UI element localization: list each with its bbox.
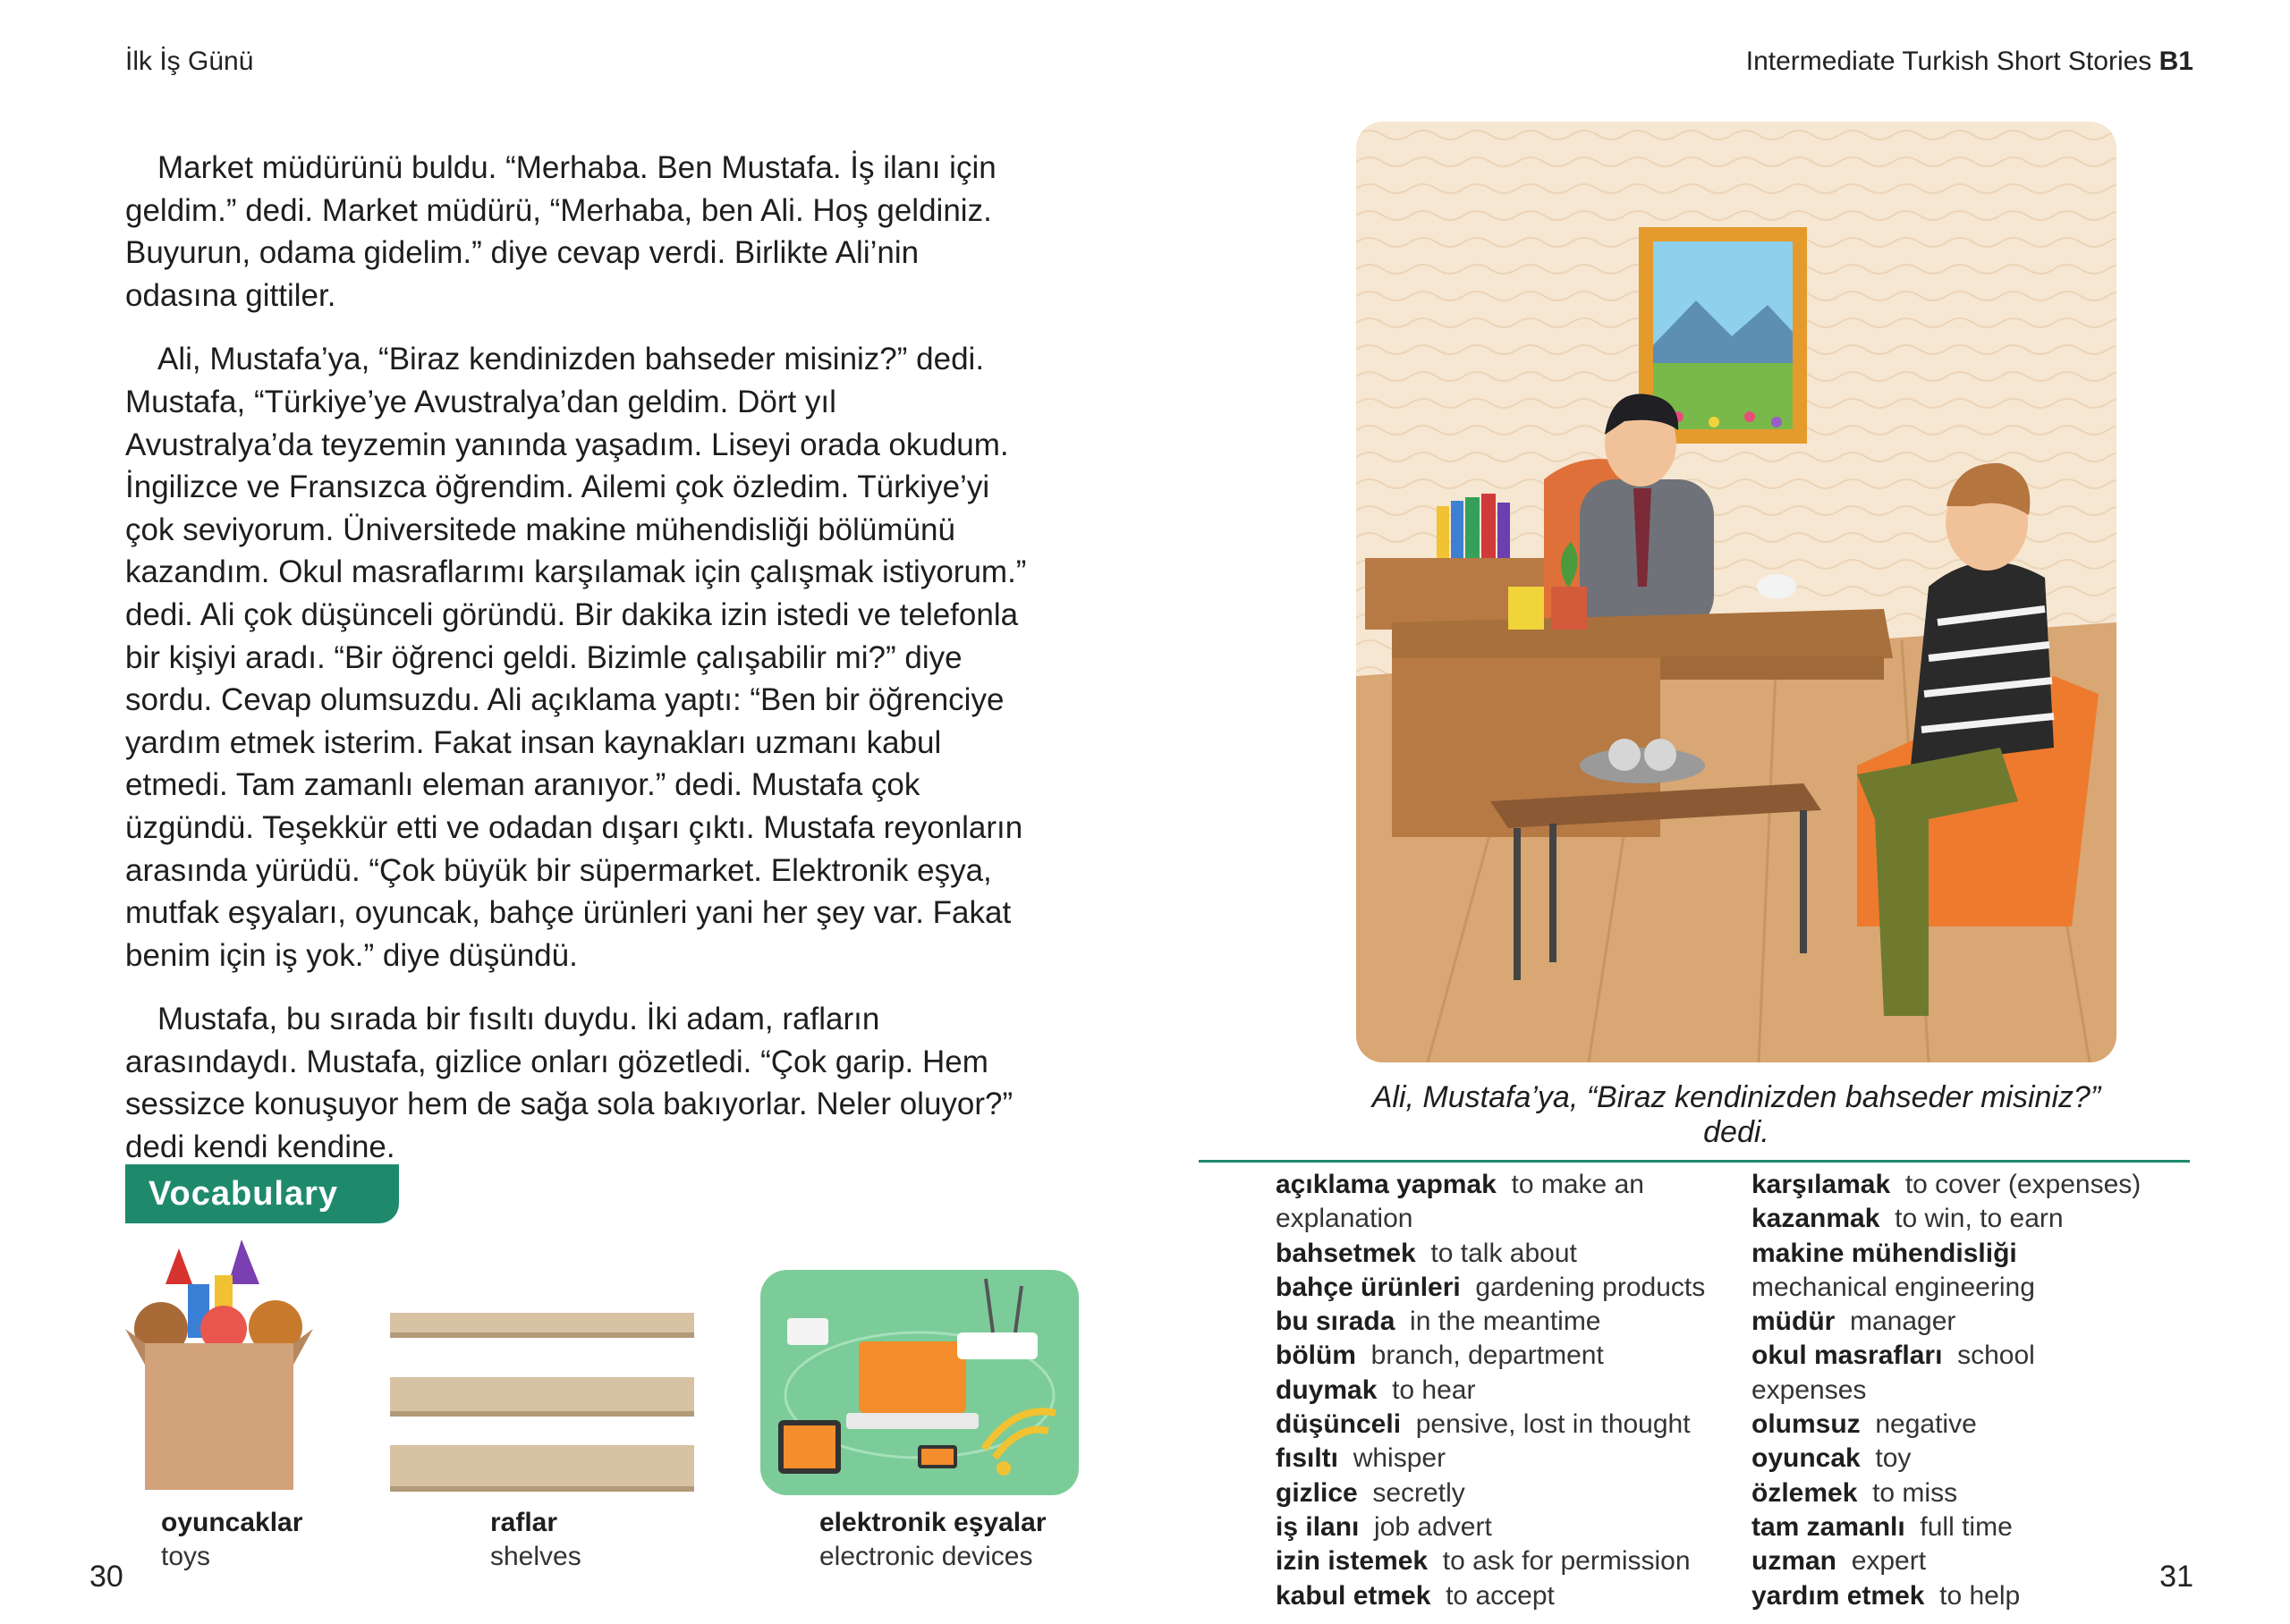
shelves-icon [390, 1306, 703, 1493]
vocab-term: kazanmak [1751, 1204, 1880, 1234]
vocab-definition: toy [1875, 1443, 1912, 1474]
illustration-scene [1356, 122, 2116, 1062]
vocabulary-list-column-1 [1276, 1168, 1723, 1613]
vocab-entry [1276, 1408, 1723, 1442]
vocab-term: tam zamanlı [1751, 1511, 1905, 1542]
illustration-caption: Ali, Mustafa’ya, “Biraz kendinizden bahseder misiniz?” dedi. [1371, 1080, 2101, 1149]
thumb-label-electronics [819, 1506, 1047, 1574]
thumb-term: elektronik eşyalar [819, 1508, 1047, 1537]
vocab-entry [1276, 1271, 1723, 1305]
vocab-entry [1751, 1237, 2145, 1306]
vocab-entry [1751, 1202, 2145, 1236]
vocabulary-list-column-2 [1751, 1168, 2145, 1613]
vocab-definition: to help [1939, 1580, 2021, 1611]
vocab-definition: gardening products [1475, 1272, 1706, 1302]
vocab-term: yardım etmek [1751, 1580, 1925, 1611]
vocab-definition: pensive, lost in thought [1415, 1409, 1691, 1440]
thumb-translation: toys [161, 1542, 211, 1571]
vocab-definition: full time [1920, 1511, 2013, 1542]
vocab-definition: to accept [1446, 1580, 1555, 1611]
level-badge: B1 [2159, 47, 2193, 76]
vocab-definition: to ask for permission [1442, 1546, 1691, 1577]
page-number-right: 31 [2159, 1560, 2193, 1594]
vocab-entry [1276, 1374, 1723, 1408]
vocab-definition: to make an explanation [1276, 1170, 1644, 1234]
vocab-term: oyuncak [1751, 1443, 1861, 1474]
thumb-label-toys [161, 1506, 302, 1574]
vocab-term: kabul etmek [1276, 1580, 1431, 1611]
vocab-definition: to miss [1872, 1477, 1958, 1508]
vocab-definition: to cover (expenses) [1904, 1170, 2142, 1199]
vocab-definition: to talk about [1430, 1238, 1577, 1268]
vocab-entry [1276, 1237, 1723, 1271]
vocab-entry [1751, 1510, 2145, 1544]
vocab-entry [1751, 1544, 2145, 1578]
vocab-entry [1751, 1408, 2145, 1442]
vocab-definition: manager [1850, 1307, 1956, 1337]
vocab-entry [1276, 1305, 1723, 1339]
vocab-entry [1751, 1168, 2145, 1202]
vocab-entry [1276, 1510, 1723, 1544]
vocab-term: düşünceli [1276, 1409, 1402, 1440]
vocab-entry [1751, 1579, 2145, 1613]
shelves-picture [390, 1306, 703, 1493]
vocab-term: özlemek [1751, 1477, 1858, 1508]
vocab-term: bu sırada [1276, 1307, 1395, 1337]
story-paragraph: Ali, Mustafa’ya, “Biraz kendinizden bahseder misiniz?” dedi. Mustafa, “Türkiye’ye Avustralya’dan geldim. Dört yıl Avustralya’da teyzemin yanında yaşadım. Liseyi orada okudum. İngilizce ve Fransızca öğrendim. Ailemi çok özledim. Türkiye’yi çok seviyorum. Üniversitede makine mühendisliği bölümünü kazandım. Okul masraflarımı karşılamak için çalışmak istiyorum.” dedi. Ali çok düşünceli göründü. Bir dakika izin istedi ve telefonla bir kişiyi aradı. “Bir öğrenci geldi. Bizimle çalışabilir mi?” diye sordu. Cevap olumsuzdu. Ali açıklama yaptı: “Ben bir öğrenciye yardım etmek isterim. Fakat insan kaynakları uzmanı kabul etmedi. Tam zamanlı eleman aranıyor.” dedi. Mustafa çok üzgündü. Teşekkür etti ve odadan dışarı çıktı. Mustafa reyonların arasında yürüdü. “Çok büyük bir süpermarket. Elektronik eşya, mutfak eşyaları, oyuncak, bahçe ürünleri yani her şey var. Fakat benim için iş yok.” diye düşündü. [125, 342, 1027, 973]
page-number-left: 30 [89, 1560, 123, 1594]
thumb-label-shelves [490, 1506, 581, 1574]
vocab-definition: in the meantime [1410, 1307, 1601, 1337]
vocab-definition: school expenses [1751, 1341, 2035, 1405]
thumb-term: raflar [490, 1508, 558, 1537]
vocab-entry [1276, 1442, 1723, 1476]
vocabulary-divider [1199, 1160, 2190, 1163]
toy-box-icon [125, 1231, 313, 1499]
vocabulary-heading: Vocabulary [125, 1164, 399, 1223]
vocab-term: okul masrafları [1751, 1341, 1943, 1371]
vocab-term: bölüm [1276, 1341, 1356, 1371]
running-header-left: İlk İş Günü [125, 47, 254, 76]
vocab-definition: expert [1851, 1546, 1927, 1577]
vocab-entry [1276, 1476, 1723, 1510]
vocab-entry [1751, 1442, 2145, 1476]
thumb-translation: shelves [490, 1542, 581, 1571]
toys-picture [125, 1231, 313, 1499]
vocab-term: iş ilanı [1276, 1511, 1360, 1542]
vocab-term: olumsuz [1751, 1409, 1861, 1440]
vocab-term: duymak [1276, 1374, 1378, 1405]
vocab-term: bahsetmek [1276, 1238, 1416, 1268]
electronic-devices-icon [760, 1270, 1079, 1495]
thumb-term: oyuncaklar [161, 1508, 303, 1537]
vocab-definition: to hear [1392, 1374, 1476, 1405]
applicant-figure [1911, 562, 2054, 765]
thumb-translation: electronic devices [819, 1542, 1033, 1571]
vocab-term: müdür [1751, 1307, 1836, 1337]
story-paragraph: Market müdürünü buldu. “Merhaba. Ben Mustafa. İş ilanı için geldim.” dedi. Market müdürü, “Merhaba, ben Ali. Hoş geldiniz. Buyurun, odama gidelim.” diye cevap verdi. Birlikte Ali’nin odasına gittiler. [125, 150, 997, 313]
book-title: Intermediate Turkish Short Stories [1745, 47, 2152, 76]
running-header-right [1746, 47, 2193, 77]
vocab-definition: whisper [1353, 1443, 1446, 1474]
vocab-definition: job advert [1374, 1511, 1492, 1542]
vocab-definition: negative [1875, 1409, 1977, 1440]
vocab-term: uzman [1751, 1546, 1837, 1577]
vocab-entry [1276, 1544, 1723, 1578]
office-interview-illustration [1356, 122, 2116, 1062]
vocab-definition: branch, department [1370, 1341, 1604, 1371]
vocab-term: açıklama yapmak [1276, 1170, 1497, 1199]
vocab-entry [1751, 1339, 2145, 1408]
electronics-picture [760, 1270, 1079, 1495]
vocab-definition: mechanical engineering [1751, 1272, 2035, 1302]
vocab-term: karşılamak [1751, 1170, 1891, 1199]
vocab-entry [1276, 1339, 1723, 1373]
vocab-term: izin istemek [1276, 1546, 1429, 1577]
vocab-definition: secretly [1372, 1477, 1465, 1508]
vocab-entry [1276, 1579, 1723, 1613]
story-paragraph: Mustafa, bu sırada bir fısıltı duydu. İki adam, rafların arasındaydı. Mustafa, gizlice onları gözetledi. “Çok garip. Hem sessizce konuşuyor hem de sağa sola bakıyorlar. Neler oluyor?” dedi kendi kendine. [125, 1002, 1014, 1165]
vocab-term: gizlice [1276, 1477, 1358, 1508]
vocab-term: fısıltı [1276, 1443, 1339, 1474]
vocab-term: makine mühendisliği [1751, 1238, 2017, 1268]
vocab-entry [1751, 1305, 2145, 1339]
vocab-term: bahçe ürünleri [1276, 1272, 1461, 1302]
vocab-entry [1276, 1168, 1723, 1237]
vocab-entry [1751, 1476, 2145, 1510]
vocab-definition: to win, to earn [1895, 1204, 2064, 1234]
story-text [125, 147, 1029, 1190]
